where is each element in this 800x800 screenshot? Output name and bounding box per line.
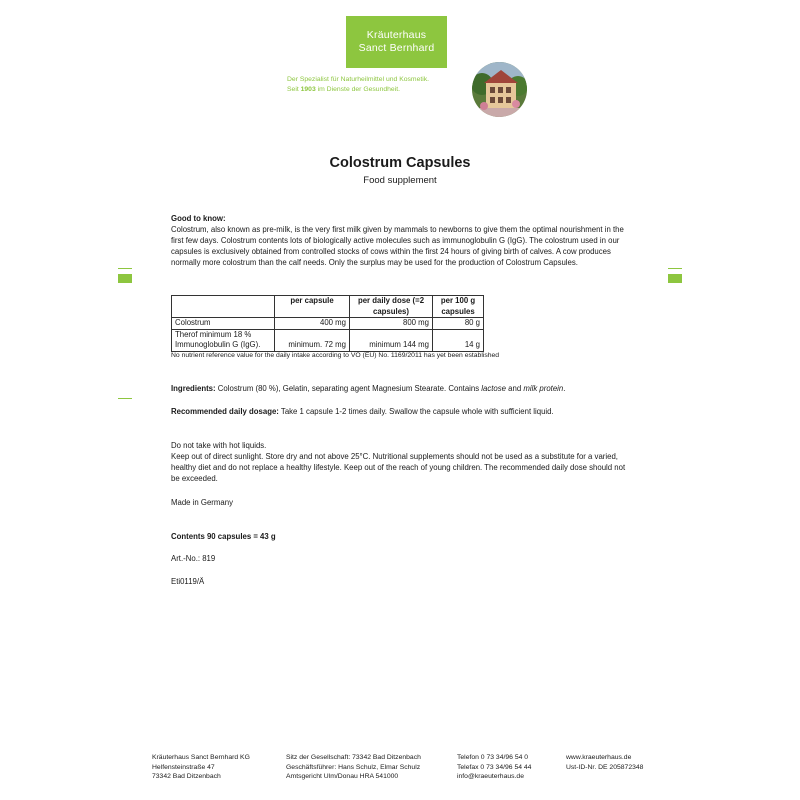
footer-contact (457, 753, 531, 782)
good-to-know-heading: Good to know: (171, 214, 226, 223)
table-row (172, 329, 484, 351)
tagline-line-2: Seit 1903 im Dienste der Gesundheit. (287, 85, 400, 93)
label-code: Eti0119/Ä (171, 577, 205, 586)
dosage-text: Take 1 capsule 1-2 times daily. Swallow the capsule whole with sufficient liquid. (278, 407, 554, 416)
fold-mark-right (668, 274, 682, 283)
brand-logo (346, 16, 447, 68)
fold-mark-left-top (118, 268, 132, 269)
table-row (172, 318, 484, 330)
table-cell: Colostrum (172, 318, 275, 330)
ingredients-label: Ingredients: (171, 384, 216, 393)
table-cell: 80 g (433, 318, 484, 330)
dosage-label: Recommended daily dosage: (171, 407, 279, 416)
table-header-cell: per 100 g capsules (433, 296, 484, 318)
table-cell: 400 mg (275, 318, 350, 330)
fold-mark-left-lower (118, 398, 132, 399)
building-photo-icon (472, 62, 527, 117)
tagline-year: 1903 (300, 85, 316, 93)
footer-email-link[interactable]: info@kraeuterhaus.de (457, 773, 524, 780)
warnings-section (171, 441, 631, 485)
footer-vat-id: Ust-ID-Nr. DE 205872348 (566, 763, 644, 771)
table-footnote: No nutrient reference value for the daily intake according to VO (EU) No. 1169/2011 has yet been established (171, 352, 500, 359)
table-header-cell (172, 296, 275, 318)
footer-fax: Telefax 0 73 34/96 54 44 (457, 763, 532, 771)
ingredients-section: Ingredients: Colostrum (80 %), Gelatin, separating agent Magnesium Stearate. Contains lactose and milk protein. (171, 384, 566, 393)
table-cell: minimum 144 mg (350, 329, 433, 351)
contents-text: Contents 90 capsules = 43 g (171, 532, 276, 541)
article-number: Art.-No.: 819 (171, 554, 216, 563)
fold-mark-right-top (668, 268, 682, 269)
table-cell: 14 g (433, 329, 484, 351)
table-header-cell: per capsule (275, 296, 350, 318)
warning-line-2: Keep out of direct sunlight. Store dry and not above 25°C. Nutritional supplements should not be used as a substitute for a varied, healthy diet and do not replace a healthy lifestyle. Keep out of the reach of young children. The recommended daily dose should not be exceeded. (171, 451, 626, 483)
warning-line-1: Do not take with hot liquids. (171, 441, 267, 450)
table-cell: 800 mg (350, 318, 433, 330)
footer-company: Kräuterhaus Sanct Bernhard KG Helfensteinstraße 47 73342 Bad Ditzenbach (152, 754, 250, 780)
footer-website-link[interactable]: www.kraeuterhaus.de (566, 754, 632, 761)
nutrition-table (171, 295, 484, 352)
footer-web (566, 753, 643, 772)
fold-mark-left (118, 274, 132, 283)
ingredients-lactose: lactose (481, 384, 507, 393)
footer-phone: Telefon 0 73 34/96 54 0 (457, 754, 529, 761)
good-to-know-text: Colostrum, also known as pre-milk, is the very first milk given by mammals to newborns to give them the optimal nourishment in the first few days. Colostrum contents lots of biologically active molecules such as immunoglobulin G (IgG). The colostrum used in our capsules is exclusively obtained from controlled stocks of cows within the first 24 hours of giving birth of calves. A cow produces normally more colostrum than the calf needs. Only the surplus may be used for the production of Colostrum Capsules. (171, 224, 624, 267)
tagline-line-1: Der Spezialist für Naturheilmittel und Kosmetik. (287, 76, 430, 83)
origin-text: Made in Germany (171, 498, 233, 507)
product-title: Colostrum Capsules (329, 155, 471, 171)
ingredients-text: Colostrum (80 %), Gelatin, separating agent Magnesium Stearate. Contains (215, 384, 482, 393)
good-to-know-section (171, 214, 631, 269)
logo-line-2: Sanct Bernhard (358, 42, 435, 54)
table-cell: Therof minimum 18 % Immunoglobulin G (IgG). (172, 329, 275, 351)
table-header-cell: per daily dose (=2 capsules) (350, 296, 433, 318)
logo-line-1: Kräuterhaus (366, 29, 427, 41)
product-subtitle: Food supplement (363, 175, 437, 186)
ingredients-milk-protein: milk protein (523, 384, 564, 393)
table-header-row (172, 296, 484, 318)
table-cell: minimum. 72 mg (275, 329, 350, 351)
brand-tagline (287, 75, 467, 94)
dosage-section (171, 407, 631, 418)
footer-legal: Sitz der Gesellschaft: 73342 Bad Ditzenbach Geschäftsführer: Hans Schulz, Elmar Schulz Amtsgericht Ulm/Donau HRA 541000 (286, 754, 421, 780)
